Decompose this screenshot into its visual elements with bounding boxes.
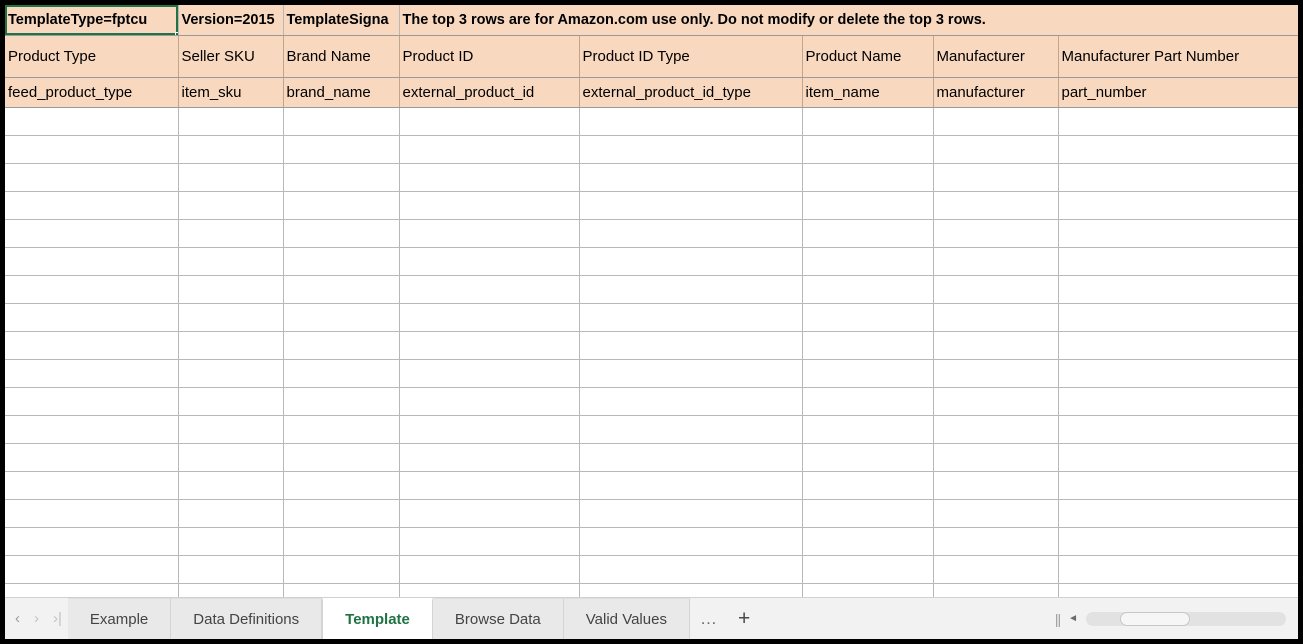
cell-empty[interactable] — [178, 583, 283, 597]
cell-empty[interactable] — [283, 331, 399, 359]
cell-empty[interactable] — [283, 527, 399, 555]
scroll-left-icon[interactable]: ◄ — [1068, 613, 1078, 624]
cell-empty[interactable] — [178, 527, 283, 555]
table-row[interactable] — [5, 303, 1298, 331]
cell-empty[interactable] — [933, 331, 1058, 359]
cell-empty[interactable] — [802, 275, 933, 303]
table-row[interactable] — [5, 387, 1298, 415]
cell-empty[interactable] — [933, 247, 1058, 275]
cell-empty[interactable] — [399, 247, 579, 275]
cell-empty[interactable] — [5, 527, 178, 555]
sheet-tab-bar[interactable] — [5, 597, 1298, 639]
cell-empty[interactable] — [579, 247, 802, 275]
cell-empty[interactable] — [283, 107, 399, 135]
table-row[interactable] — [5, 471, 1298, 499]
cell-empty[interactable] — [283, 247, 399, 275]
sheet-overflow-icon[interactable]: … — [699, 608, 718, 628]
sheet-table[interactable] — [5, 5, 1298, 597]
cell-empty[interactable] — [802, 303, 933, 331]
cell-empty[interactable] — [579, 387, 802, 415]
table-row[interactable] — [5, 527, 1298, 555]
cell-empty[interactable] — [1058, 247, 1298, 275]
cell-empty[interactable] — [399, 303, 579, 331]
cell-empty[interactable] — [802, 191, 933, 219]
cell-empty[interactable] — [5, 191, 178, 219]
cell-empty[interactable] — [579, 471, 802, 499]
cell-empty[interactable] — [5, 387, 178, 415]
cell-empty[interactable] — [933, 471, 1058, 499]
spreadsheet-grid[interactable] — [5, 5, 1298, 597]
cell-empty[interactable] — [579, 191, 802, 219]
cell-empty[interactable] — [399, 275, 579, 303]
cell-empty[interactable] — [178, 471, 283, 499]
cell-empty[interactable] — [1058, 555, 1298, 583]
cell-empty[interactable] — [933, 387, 1058, 415]
cell-empty[interactable] — [579, 583, 802, 597]
cell-warning-notice[interactable]: The top 3 rows are for Amazon.com use only. Do not modify or delete the top 3 rows. — [399, 5, 1298, 35]
cell-empty[interactable] — [178, 191, 283, 219]
row-friendly-headers[interactable] — [5, 35, 1298, 77]
header-brand-name[interactable]: Brand Name — [283, 35, 399, 77]
header-product-id-type[interactable]: Product ID Type — [579, 35, 802, 77]
cell-empty[interactable] — [178, 219, 283, 247]
cell-empty[interactable] — [933, 107, 1058, 135]
cell-empty[interactable] — [933, 527, 1058, 555]
cell-empty[interactable] — [5, 107, 178, 135]
cell-empty[interactable] — [1058, 443, 1298, 471]
cell-empty[interactable] — [579, 415, 802, 443]
sheet-tab-label: Browse Data — [454, 610, 541, 628]
field-manufacturer[interactable]: manufacturer — [933, 77, 1058, 107]
cell-empty[interactable] — [399, 499, 579, 527]
cell-empty[interactable] — [933, 191, 1058, 219]
cell-empty[interactable] — [399, 107, 579, 135]
cell-empty[interactable] — [802, 135, 933, 163]
cell-empty[interactable] — [802, 107, 933, 135]
cell-empty[interactable] — [5, 555, 178, 583]
cell-version[interactable]: Version=2015 — [178, 5, 283, 35]
cell-empty[interactable] — [933, 499, 1058, 527]
cell-empty[interactable] — [5, 415, 178, 443]
fill-handle[interactable] — [175, 32, 179, 36]
cell-empty[interactable] — [5, 331, 178, 359]
cell-empty[interactable] — [933, 443, 1058, 471]
cell-empty[interactable] — [399, 415, 579, 443]
cell-empty[interactable] — [5, 135, 178, 163]
cell-empty[interactable] — [5, 471, 178, 499]
row-template-metadata[interactable] — [5, 5, 1298, 35]
cell-empty[interactable] — [802, 163, 933, 191]
cell-empty[interactable] — [1058, 331, 1298, 359]
cell-empty[interactable] — [579, 303, 802, 331]
table-row[interactable] — [5, 331, 1298, 359]
sheet-tab-label: Example — [89, 610, 149, 628]
cell-template-type[interactable] — [5, 5, 178, 35]
header-product-type[interactable]: Product Type — [5, 35, 178, 77]
cell-empty[interactable] — [933, 303, 1058, 331]
table-row[interactable] — [5, 247, 1298, 275]
horizontal-scrollbar[interactable] — [1086, 612, 1286, 626]
sheet-nav-arrows[interactable] — [5, 598, 68, 639]
field-item-name[interactable]: item_name — [802, 77, 933, 107]
cell-empty[interactable] — [283, 471, 399, 499]
cell-template-signature[interactable]: TemplateSigna — [283, 5, 399, 35]
sheet-tab-label: Valid Values — [585, 610, 667, 628]
sheet-tab-label: Data Definitions — [193, 610, 300, 628]
cell-empty[interactable] — [579, 163, 802, 191]
cell-empty[interactable] — [178, 555, 283, 583]
table-row[interactable] — [5, 191, 1298, 219]
cell-empty[interactable] — [579, 107, 802, 135]
cell-empty[interactable] — [283, 275, 399, 303]
cell-empty[interactable] — [178, 387, 283, 415]
cell-empty[interactable] — [5, 583, 178, 597]
add-sheet-icon[interactable]: + — [737, 606, 751, 630]
last-sheet-icon[interactable]: ›| — [53, 610, 62, 627]
cell-empty[interactable] — [802, 359, 933, 387]
cell-empty[interactable] — [5, 303, 178, 331]
cell-empty[interactable] — [283, 191, 399, 219]
field-item-sku[interactable]: item_sku — [178, 77, 283, 107]
cell-empty[interactable] — [1058, 499, 1298, 527]
cell-empty[interactable] — [1058, 527, 1298, 555]
sheet-tab-valid-values[interactable] — [564, 598, 690, 639]
cell-empty[interactable] — [178, 415, 283, 443]
cell-empty[interactable] — [178, 499, 283, 527]
cell-empty[interactable] — [399, 331, 579, 359]
cell-empty[interactable] — [178, 163, 283, 191]
cell-empty[interactable] — [1058, 583, 1298, 597]
field-brand-name[interactable]: brand_name — [283, 77, 399, 107]
table-row[interactable] — [5, 107, 1298, 135]
scrollbar-thumb[interactable] — [1120, 612, 1190, 626]
cell-empty[interactable] — [1058, 135, 1298, 163]
field-external-product-id[interactable]: external_product_id — [399, 77, 579, 107]
table-row[interactable] — [5, 219, 1298, 247]
cell-empty[interactable] — [933, 415, 1058, 443]
cell-empty[interactable] — [933, 275, 1058, 303]
cell-empty[interactable] — [579, 443, 802, 471]
cell-empty[interactable] — [178, 359, 283, 387]
table-row[interactable] — [5, 499, 1298, 527]
cell-empty[interactable] — [579, 499, 802, 527]
cell-empty[interactable] — [178, 275, 283, 303]
field-part-number[interactable]: part_number — [1058, 77, 1298, 107]
cell-empty[interactable] — [802, 331, 933, 359]
cell-empty[interactable] — [283, 499, 399, 527]
cell-empty[interactable] — [579, 359, 802, 387]
cell-empty[interactable] — [399, 135, 579, 163]
cell-empty[interactable] — [579, 331, 802, 359]
cell-empty[interactable] — [933, 583, 1058, 597]
cell-empty[interactable] — [178, 303, 283, 331]
cell-empty[interactable] — [283, 303, 399, 331]
cell-empty[interactable] — [802, 471, 933, 499]
cell-empty[interactable] — [579, 275, 802, 303]
cell-empty[interactable] — [802, 415, 933, 443]
header-manufacturer-part-number[interactable]: Manufacturer Part Number — [1058, 35, 1298, 77]
cell-empty[interactable] — [5, 219, 178, 247]
cell-empty[interactable] — [579, 219, 802, 247]
cell-empty[interactable] — [1058, 359, 1298, 387]
cell-empty[interactable] — [579, 135, 802, 163]
cell-empty[interactable] — [1058, 303, 1298, 331]
cell-empty[interactable] — [399, 219, 579, 247]
cell-empty[interactable] — [802, 555, 933, 583]
cell-empty[interactable] — [283, 163, 399, 191]
header-product-name[interactable]: Product Name — [802, 35, 933, 77]
cell-empty[interactable] — [283, 415, 399, 443]
split-grip-icon[interactable]: || — [1054, 610, 1061, 627]
cell-empty[interactable] — [933, 135, 1058, 163]
sheet-tabs[interactable] — [68, 598, 690, 639]
next-sheet-icon[interactable]: › — [34, 610, 39, 627]
cell-empty[interactable] — [283, 555, 399, 583]
table-row[interactable] — [5, 583, 1298, 597]
cell-empty[interactable] — [1058, 415, 1298, 443]
cell-empty[interactable] — [178, 443, 283, 471]
sheet-tab-browse-data[interactable] — [433, 598, 564, 639]
prev-sheet-icon[interactable]: ‹ — [15, 610, 20, 627]
cell-empty[interactable] — [178, 247, 283, 275]
table-row[interactable] — [5, 163, 1298, 191]
sheet-tab-template[interactable] — [322, 598, 433, 639]
cell-empty[interactable] — [399, 527, 579, 555]
cell-empty[interactable] — [1058, 387, 1298, 415]
table-row[interactable] — [5, 135, 1298, 163]
cell-empty[interactable] — [5, 275, 178, 303]
cell-empty[interactable] — [5, 247, 178, 275]
cell-empty[interactable] — [802, 387, 933, 415]
cell-empty[interactable] — [5, 359, 178, 387]
cell-empty[interactable] — [1058, 219, 1298, 247]
cell-empty[interactable] — [1058, 107, 1298, 135]
cell-empty[interactable] — [283, 219, 399, 247]
cell-empty[interactable] — [283, 443, 399, 471]
cell-empty[interactable] — [802, 247, 933, 275]
table-row[interactable] — [5, 275, 1298, 303]
cell-empty[interactable] — [802, 499, 933, 527]
table-row[interactable] — [5, 415, 1298, 443]
cell-empty[interactable] — [283, 135, 399, 163]
table-row[interactable] — [5, 555, 1298, 583]
cell-empty[interactable] — [5, 499, 178, 527]
sheet-tab-example[interactable] — [68, 598, 171, 639]
cell-empty[interactable] — [579, 555, 802, 583]
cell-empty[interactable] — [5, 163, 178, 191]
cell-empty[interactable] — [399, 471, 579, 499]
cell-empty[interactable] — [178, 331, 283, 359]
cell-empty[interactable] — [933, 555, 1058, 583]
cell-empty[interactable] — [802, 527, 933, 555]
cell-empty[interactable] — [283, 359, 399, 387]
cell-empty[interactable] — [399, 555, 579, 583]
cell-empty[interactable] — [579, 527, 802, 555]
field-feed-product-type[interactable]: feed_product_type — [5, 77, 178, 107]
cell-empty[interactable] — [399, 359, 579, 387]
cell-empty[interactable] — [802, 443, 933, 471]
cell-empty[interactable] — [933, 219, 1058, 247]
cell-empty[interactable] — [399, 583, 579, 597]
cell-empty[interactable] — [283, 387, 399, 415]
table-row[interactable] — [5, 443, 1298, 471]
cell-empty[interactable] — [5, 443, 178, 471]
sheet-tab-data-definitions[interactable] — [171, 598, 322, 639]
cell-empty[interactable] — [399, 191, 579, 219]
cell-empty[interactable] — [399, 443, 579, 471]
field-external-product-id-type[interactable]: external_product_id_type — [579, 77, 802, 107]
horizontal-scroll-area[interactable] — [1055, 598, 1298, 639]
cell-empty[interactable] — [178, 135, 283, 163]
cell-empty[interactable] — [933, 359, 1058, 387]
cell-empty[interactable] — [1058, 471, 1298, 499]
row-field-names[interactable] — [5, 77, 1298, 107]
sheet-tab-label: Template — [345, 611, 410, 628]
cell-empty[interactable] — [399, 387, 579, 415]
cell-empty[interactable] — [399, 163, 579, 191]
header-manufacturer[interactable]: Manufacturer — [933, 35, 1058, 77]
header-product-id[interactable]: Product ID — [399, 35, 579, 77]
header-seller-sku[interactable]: Seller SKU — [178, 35, 283, 77]
cell-empty[interactable] — [1058, 163, 1298, 191]
cell-empty[interactable] — [283, 583, 399, 597]
cell-empty[interactable] — [1058, 275, 1298, 303]
cell-empty[interactable] — [802, 583, 933, 597]
table-row[interactable] — [5, 359, 1298, 387]
cell-empty[interactable] — [178, 107, 283, 135]
cell-empty[interactable] — [1058, 191, 1298, 219]
cell-empty[interactable] — [802, 219, 933, 247]
cell-empty[interactable] — [933, 163, 1058, 191]
cell-template-type-text: TemplateType=fptcu — [8, 11, 148, 28]
